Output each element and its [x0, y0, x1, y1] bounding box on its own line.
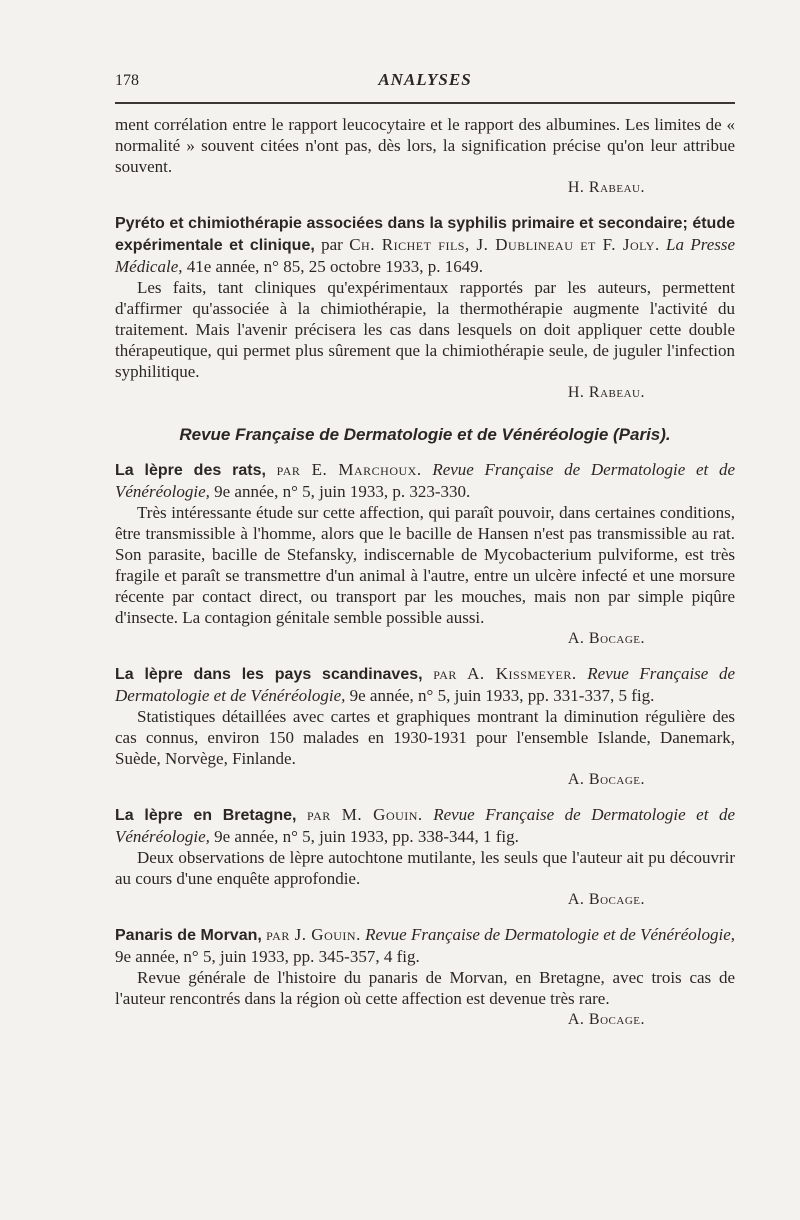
article-3-title: La lèpre dans les pays scandinaves,: [115, 666, 423, 683]
article-3-journal: Revue Française de Dermatologie et de Vénéréologie,: [115, 664, 736, 705]
page-header: [115, 70, 735, 98]
article-2-signature: A. Bocage.: [567, 630, 645, 647]
article-3-authors: par A. Kissmeyer.: [433, 664, 577, 683]
header-rule: [115, 102, 735, 104]
article-2-authors: par E. Marchoux.: [276, 460, 422, 479]
article-4-details: 9e année, n° 5, juin 1933, pp. 338-344, 1 fig.: [214, 827, 519, 846]
article-4-journal: Revue Française de Dermatologie et de Vénéréologie,: [115, 805, 736, 846]
article-4-title: La lèpre en Bretagne,: [115, 807, 297, 824]
article-2-citation: [115, 459, 735, 502]
article-5-details: 9e année, n° 5, juin 1933, pp. 345-357, 4 fig.: [115, 947, 420, 966]
article-4: [115, 804, 735, 910]
article-3-details: 9e année, n° 5, juin 1933, pp. 331-337, 5 fig.: [349, 686, 655, 705]
page-number: 178: [115, 72, 139, 89]
article-4-citation: [115, 804, 735, 847]
article-5-title: Panaris de Morvan,: [115, 927, 262, 944]
article-2: [115, 459, 735, 649]
article-1-details: 41e année, n° 85, 25 octobre 1933, p. 1649.: [186, 257, 483, 276]
article-2-title: La lèpre des rats,: [115, 462, 266, 479]
article-5-authors: par J. Gouin.: [266, 925, 361, 944]
article-4-authors: par M. Gouin.: [307, 805, 423, 824]
article-1-journal: La Presse Médicale,: [115, 235, 736, 276]
article-3: [115, 663, 735, 790]
article-5-citation: [115, 924, 735, 967]
article-1-signature: H. Rabeau.: [567, 384, 645, 401]
intro-block: [115, 114, 735, 198]
article-1: [115, 212, 735, 403]
article-4-body: Deux observations de lèpre autochtone mutilante, les seuls que l'auteur ait pu découvrir au cours d'une enquête approfondie.: [115, 848, 735, 888]
article-1-body: Les faits, tant cliniques qu'expérimentaux rapportés par les auteurs, permettent d'affirmer qu'associée à la chimiothérapie, la thermothérapie augmente l'activité du traitement. Mais l'avenir précisera les cas dans lesquels on doit appliquer cette double thérapeutique, qui permet plus sûrement que la chimiothérapie seule, de juguler l'infection syphilitique.: [115, 278, 735, 381]
article-5: [115, 924, 735, 1030]
article-4-signature: A. Bocage.: [567, 891, 645, 908]
intro-signature: H. Rabeau.: [567, 179, 645, 196]
section-heading: Revue Française de Dermatologie et de Vénéréologie (Paris).: [179, 425, 671, 444]
article-1-title: Pyréto et chimiothérapie associées dans la syphilis primaire et secondaire; étude expérimentale et clinique,: [115, 215, 735, 254]
intro-text: ment corrélation entre le rapport leucocytaire et le rapport des albumines. Les limites de « normalité » souvent citées n'ont pas, dès lors, la signification précise qu'on leur attribue souvent.: [115, 115, 735, 176]
page: [115, 70, 735, 1030]
article-1-authors-prefix: par: [321, 235, 343, 254]
article-2-details: 9e année, n° 5, juin 1933, p. 323-330.: [214, 482, 471, 501]
article-5-journal: Revue Française de Dermatologie et de Vénéréologie,: [365, 925, 735, 944]
article-2-journal: Revue Française de Dermatologie et de Vénéréologie,: [115, 460, 736, 501]
article-5-body: Revue générale de l'histoire du panaris de Morvan, en Bretagne, avec trois cas de l'auteur rencontrés dans la région où cette affection est devenue très rare.: [115, 968, 735, 1008]
article-2-body: Très intéressante étude sur cette affection, qui paraît pouvoir, dans certaines conditions, être transmissible à l'homme, alors que le bacille de Hansen n'est pas transmissible au rat. Son parasite, bacille de Stefansky, indiscernable de Mycobacterium pulviforme, est très fragile et paraît se transmettre d'un animal à l'autre, entre un ulcère infecté et une morsure récente par contact direct, ou transport par les mouches, mais non par simple piqûre d'insecte. La contagion génitale semble possible aussi.: [115, 503, 735, 627]
running-head: ANALYSES: [378, 70, 472, 89]
article-1-citation: [115, 212, 735, 277]
article-5-signature: A. Bocage.: [567, 1011, 645, 1028]
article-3-body: Statistiques détaillées avec cartes et graphiques montrant la diminution régulière des cas connus, environ 150 malades en 1930-1931 pour l'ensemble Islande, Danemark, Suède, Norvège, Finlande.: [115, 707, 735, 768]
article-1-authors: Ch. Richet fils, J. Dublineau et F. Joly.: [349, 235, 660, 254]
article-3-citation: [115, 663, 735, 706]
article-3-signature: A. Bocage.: [567, 771, 645, 788]
